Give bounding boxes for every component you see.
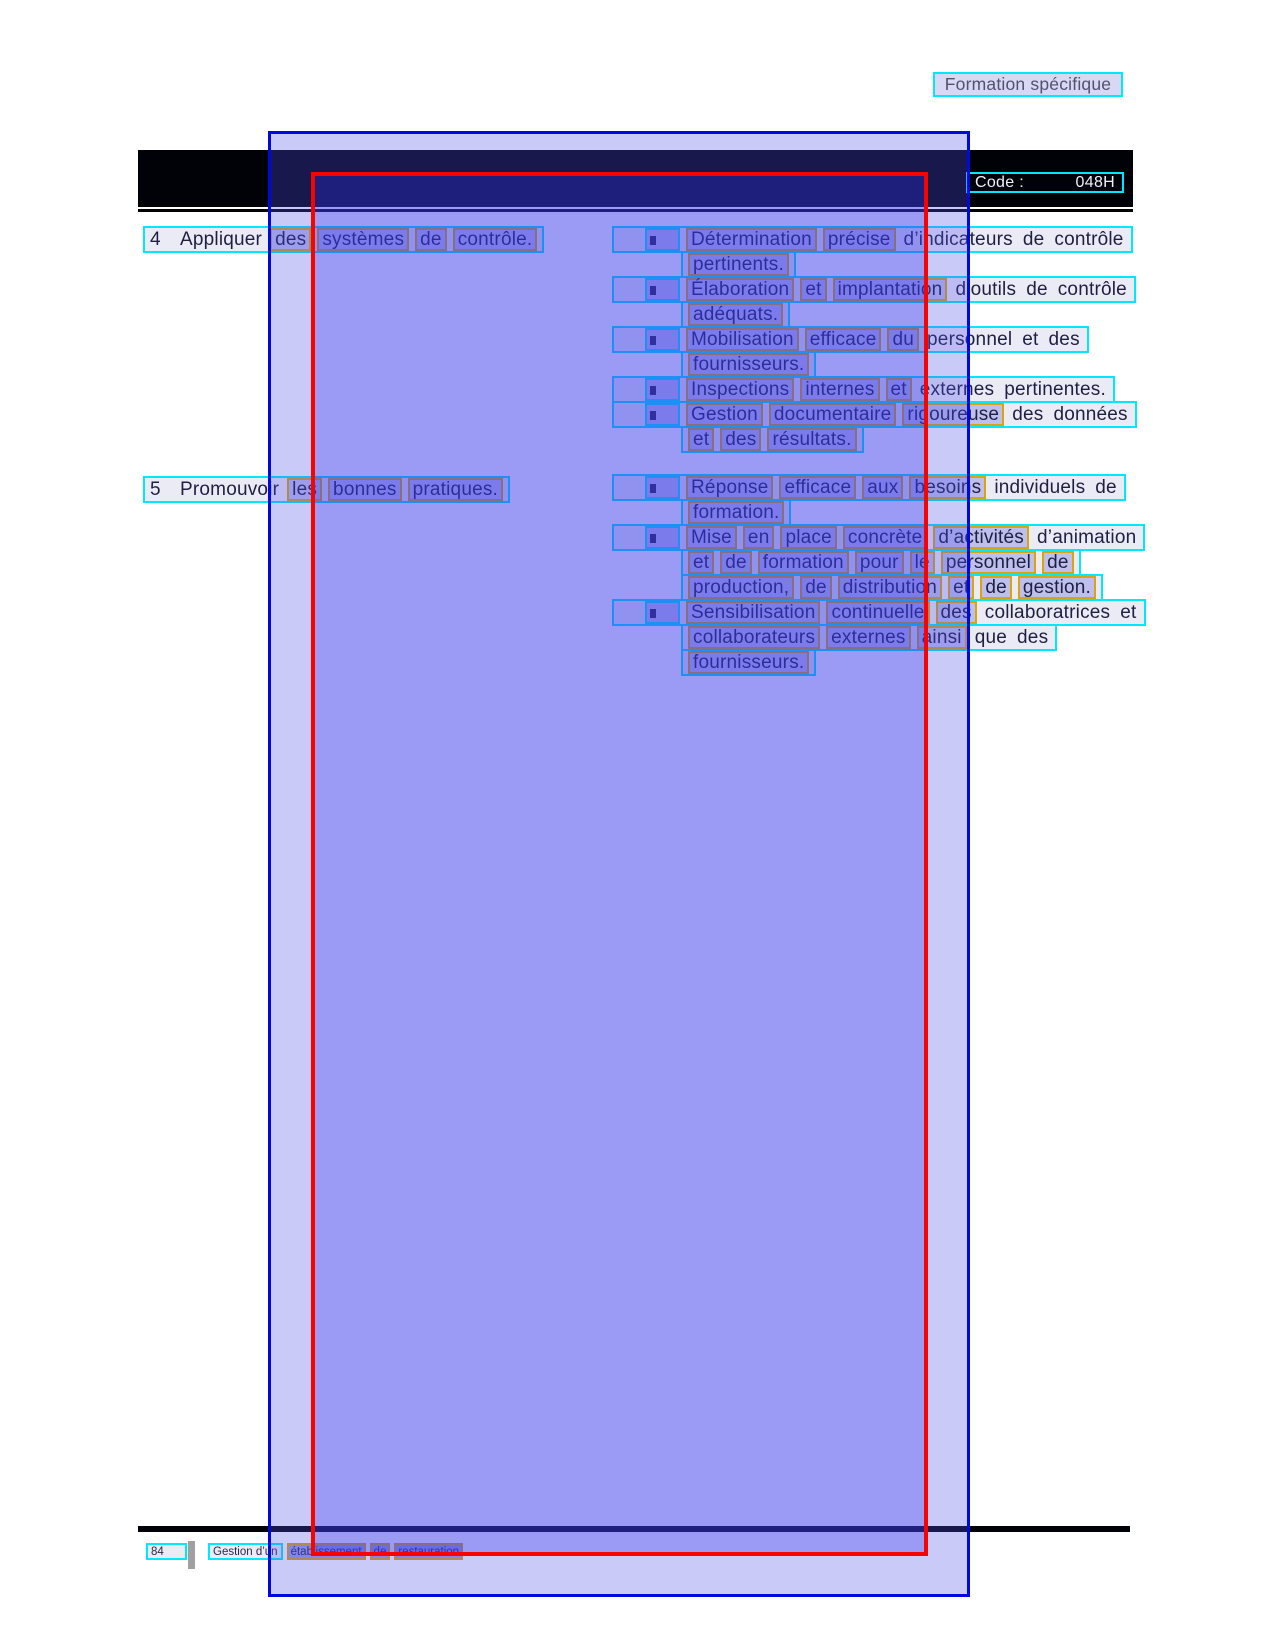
- word: données: [1053, 404, 1128, 425]
- word-box: Mise: [686, 526, 737, 549]
- word-box: production,: [688, 576, 794, 599]
- word-box: le: [910, 551, 935, 574]
- criterion-line: [681, 649, 816, 676]
- word: personnel: [927, 329, 1013, 350]
- word: des: [1012, 404, 1044, 425]
- bullet-icon: [650, 609, 656, 618]
- word-box: distribution: [838, 576, 942, 599]
- word-box: et: [688, 428, 714, 451]
- word-box: fournisseurs.: [688, 353, 809, 376]
- word-box: pertinents.: [688, 253, 789, 276]
- word: des: [1017, 627, 1049, 648]
- word: et: [1022, 329, 1039, 350]
- word: contrôle: [1057, 279, 1127, 300]
- word-box: des: [936, 601, 977, 624]
- code-value: 048H: [1075, 173, 1115, 191]
- bullet-box: [645, 278, 680, 301]
- bullet-cell: [614, 403, 680, 426]
- word-box: adéquats.: [688, 303, 783, 326]
- footer-title-word-box: établissement: [287, 1543, 366, 1560]
- word-box: implantation: [833, 278, 948, 301]
- word-box: concrète: [843, 526, 927, 549]
- word-box: des: [270, 228, 311, 251]
- word-box: contrôle.: [453, 228, 538, 251]
- word-box: des: [720, 428, 761, 451]
- criterion-line: [612, 326, 1089, 353]
- bullet-cell: [614, 278, 680, 301]
- header-bar-bottom-rule: [138, 209, 1133, 212]
- bullet-cell: [614, 476, 680, 499]
- word-box: ainsi: [917, 626, 967, 649]
- word-box: besoins: [909, 476, 986, 499]
- word-box: et: [800, 278, 826, 301]
- criterion-line: [681, 499, 791, 526]
- word: d’animation: [1037, 527, 1137, 548]
- bullet-box: [645, 228, 680, 251]
- criterion-line: [681, 426, 864, 453]
- bullet-icon: [650, 386, 656, 395]
- word: individuels: [994, 477, 1086, 498]
- word: de: [1095, 477, 1117, 498]
- word-box: de: [1042, 551, 1074, 574]
- word-box: collaborateurs: [688, 626, 820, 649]
- word-box: de: [980, 576, 1012, 599]
- bullet-box: [645, 526, 680, 549]
- bullet-icon: [650, 236, 656, 245]
- criterion-line: [681, 624, 1057, 651]
- word-box: efficace: [805, 328, 882, 351]
- code-label: Code :: [975, 173, 1024, 191]
- word-box: Élaboration: [686, 278, 794, 301]
- word-box: précise: [823, 228, 896, 251]
- code-box: [966, 172, 1124, 193]
- word-box: systèmes: [317, 228, 409, 251]
- criterion-line: [681, 251, 796, 278]
- word-box: Gestion: [686, 403, 763, 426]
- word-box: personnel: [941, 551, 1036, 574]
- word-box: aux: [862, 476, 903, 499]
- criterion-line: [612, 524, 1145, 551]
- word-box: internes: [800, 378, 879, 401]
- word-box: pratiques.: [408, 478, 503, 501]
- word: et: [1120, 602, 1137, 623]
- criterion-line: [681, 351, 816, 378]
- formation-tag-box: [933, 72, 1123, 97]
- word: pertinentes.: [1004, 379, 1106, 400]
- bullet-cell: [614, 601, 680, 624]
- bullet-icon: [650, 484, 656, 493]
- word-box: et: [948, 576, 974, 599]
- word-box: gestion.: [1018, 576, 1096, 599]
- word-box: d’activités: [933, 526, 1029, 549]
- word-box: Mobilisation: [686, 328, 799, 351]
- bullet-box: [645, 601, 680, 624]
- bullet-box: [645, 476, 680, 499]
- footer-divider-bar: [188, 1541, 195, 1569]
- bullet-cell: [614, 526, 680, 549]
- word: collaboratrices: [984, 602, 1111, 623]
- footer-rule: [138, 1526, 1130, 1532]
- bullet-icon: [650, 286, 656, 295]
- footer-title-word-box: restauration: [394, 1543, 463, 1560]
- word-box: rigoureuse: [902, 403, 1004, 426]
- word-box: bonnes: [328, 478, 402, 501]
- word-box: formation: [758, 551, 849, 574]
- word-box: et: [886, 378, 912, 401]
- formation-tag-label: Formation spécifique: [944, 74, 1112, 94]
- word-box: Réponse: [686, 476, 773, 499]
- word-box: pour: [855, 551, 904, 574]
- word-box: en: [743, 526, 775, 549]
- word: d’outils: [955, 279, 1017, 300]
- word-box: formation.: [688, 501, 784, 524]
- word: contrôle: [1054, 229, 1124, 250]
- word-box: de: [415, 228, 447, 251]
- bullet-box: [645, 378, 680, 401]
- word-box: de: [720, 551, 752, 574]
- bullet-cell: [614, 228, 680, 251]
- criterion-line: [681, 574, 1103, 601]
- bullet-cell: [614, 328, 680, 351]
- word: des: [1048, 329, 1080, 350]
- word-box: efficace: [779, 476, 856, 499]
- word-box: Inspections: [686, 378, 794, 401]
- footer-page-number: 84: [146, 1543, 187, 1560]
- word: externes: [919, 379, 995, 400]
- criterion-line: [612, 276, 1136, 303]
- criterion-line: [612, 474, 1126, 501]
- word-box: de: [800, 576, 832, 599]
- word-box: Sensibilisation: [686, 601, 820, 624]
- criterion-line: [612, 599, 1146, 626]
- word-box: Détermination: [686, 228, 817, 251]
- footer-title-segment: Gestion d’un: [208, 1543, 283, 1560]
- competency-number: 5: [150, 479, 161, 500]
- word: de: [1026, 279, 1048, 300]
- word: Promouvoir: [180, 479, 280, 500]
- word-box: fournisseurs.: [688, 651, 809, 674]
- word-box: du: [887, 328, 919, 351]
- word: que: [974, 627, 1008, 648]
- criterion-line: [612, 226, 1133, 253]
- word: d’indicateurs: [903, 229, 1013, 250]
- word-box: externes: [826, 626, 910, 649]
- criterion-line: [612, 401, 1137, 428]
- bullet-box: [645, 328, 680, 351]
- competency-statement: [143, 476, 510, 503]
- word: Appliquer: [180, 229, 263, 250]
- word-box: documentaire: [769, 403, 897, 426]
- word-box: résultats.: [767, 428, 856, 451]
- bullet-icon: [650, 411, 656, 420]
- bullet-icon: [650, 336, 656, 345]
- word-box: continuelle: [826, 601, 929, 624]
- competency-number: 4: [150, 229, 161, 250]
- criterion-line: [681, 549, 1081, 576]
- competency-statement: [143, 226, 544, 253]
- word: de: [1022, 229, 1045, 250]
- criterion-line: [612, 376, 1115, 403]
- bullet-icon: [650, 534, 656, 543]
- footer-doc-title: [208, 1543, 463, 1560]
- word-box: les: [287, 478, 322, 501]
- bullet-box: [645, 403, 680, 426]
- footer-title-word-box: de: [370, 1543, 391, 1560]
- word-box: place: [780, 526, 836, 549]
- bullet-cell: [614, 378, 680, 401]
- criterion-line: [681, 301, 790, 328]
- word-box: et: [688, 551, 714, 574]
